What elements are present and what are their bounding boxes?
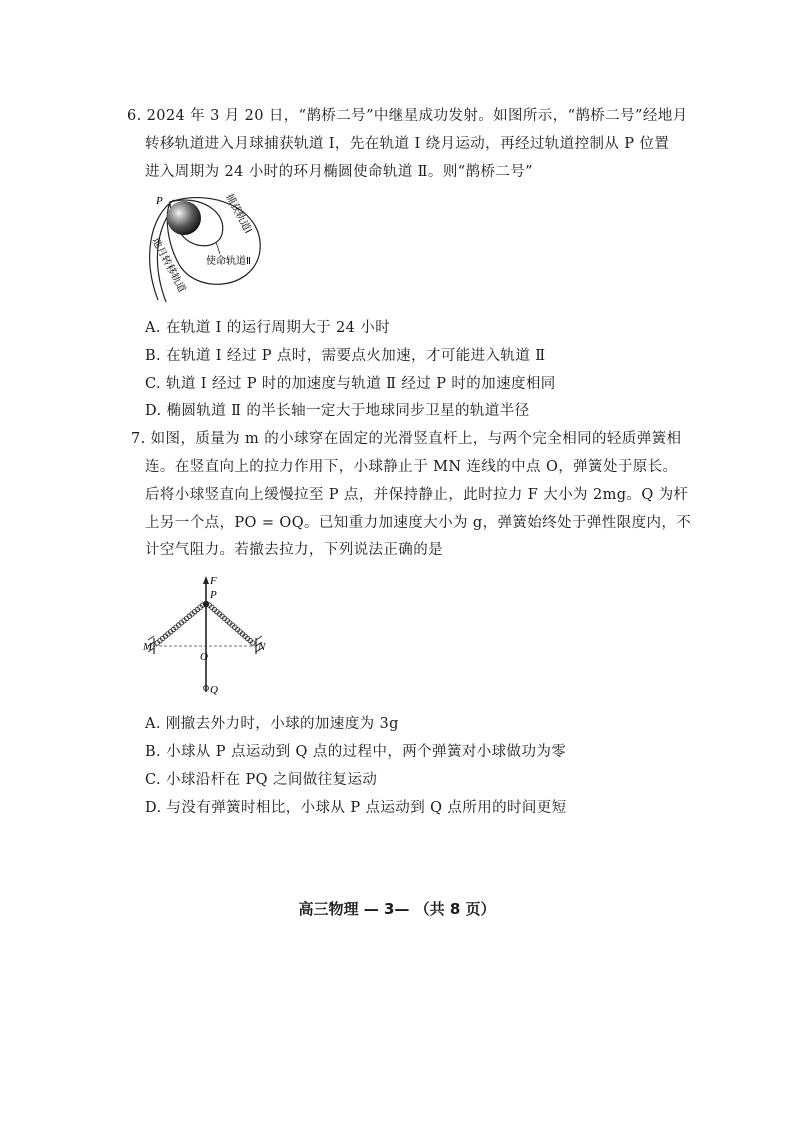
q7-line-1: 7. 如图，质量为 m 的小球穿在固定的光滑竖直杆上，与两个完全相同的轻质弹簧相 xyxy=(131,431,682,447)
page-footer: 高三物理 — 3— （共 8 页） xyxy=(298,900,496,918)
capture-orbit-label: 捕获轨道Ⅰ xyxy=(223,192,254,236)
q6-option-c: C. 轨道 Ⅰ 经过 P 时的加速度与轨道 Ⅱ 经过 P 时的加速度相同 xyxy=(145,376,556,392)
q7-line-5: 计空气阻力。若撤去拉力，下列说法正确的是 xyxy=(145,542,443,558)
q6-line-1: 6. 2024 年 3 月 20 日，“鹊桥二号”中继星成功发射。如图所示，“鹊桥二号”经地月 xyxy=(127,108,688,124)
label-P: P xyxy=(210,589,217,601)
left-spring xyxy=(155,603,205,645)
q7-spring-figure xyxy=(140,570,270,700)
right-spring xyxy=(207,603,255,645)
q7-option-a: A. 刚撤去外力时，小球的加速度为 3g xyxy=(145,716,399,732)
label-N: N xyxy=(258,641,266,653)
q7-line-2: 连。在竖直向上的拉力作用下，小球静止于 MN 连线的中点 O，弹簧处于原长。 xyxy=(145,459,678,475)
q6-option-d: D. 椭圆轨道 Ⅱ 的半长轴一定大于地球同步卫星的轨道半径 xyxy=(145,403,530,419)
q6-line-2: 转移轨道进入月球捕获轨道 Ⅰ，先在轨道 Ⅰ 绕月运动，再经过轨道控制从 P 位置 xyxy=(145,136,670,152)
q6-option-a: A. 在轨道 Ⅰ 的运行周期大于 24 小时 xyxy=(145,320,391,336)
transfer-orbit-label: 地月转移轨道 xyxy=(149,236,188,295)
label-O: O xyxy=(200,651,208,663)
q6-orbit-figure xyxy=(140,188,280,308)
q7-option-d: D. 与没有弹簧时相比，小球从 P 点运动到 Q 点所用的时间更短 xyxy=(145,800,567,816)
label-F: F xyxy=(210,575,217,587)
ball-icon xyxy=(203,601,209,607)
q6-line-3: 进入周期为 24 小时的环月椭圆使命轨道 Ⅱ。则“鹊桥二号” xyxy=(145,164,533,180)
q7-line-3: 后将小球竖直向上缓慢拉至 P 点，并保持静止，此时拉力 F 大小为 2mg。Q 为杆 xyxy=(145,487,689,503)
q7-option-c: C. 小球沿杆在 PQ 之间做往复运动 xyxy=(145,772,378,788)
moon-icon xyxy=(167,201,201,235)
mission-orbit-label: 使命轨道Ⅱ xyxy=(206,256,251,267)
q6-point-P: P xyxy=(156,195,163,207)
label-M: M xyxy=(143,641,153,653)
force-arrow-icon xyxy=(203,576,209,584)
q7-line-4: 上另一个点，PO = OQ。已知重力加速度大小为 g，弹簧始终处于弹性限度内，不 xyxy=(145,515,692,531)
q7-option-b: B. 小球从 P 点运动到 Q 点的过程中，两个弹簧对小球做功为零 xyxy=(145,744,567,760)
q6-option-b: B. 在轨道 Ⅰ 经过 P 点时，需要点火加速，才可能进入轨道 Ⅱ xyxy=(145,348,546,364)
label-Q: Q xyxy=(210,684,218,696)
